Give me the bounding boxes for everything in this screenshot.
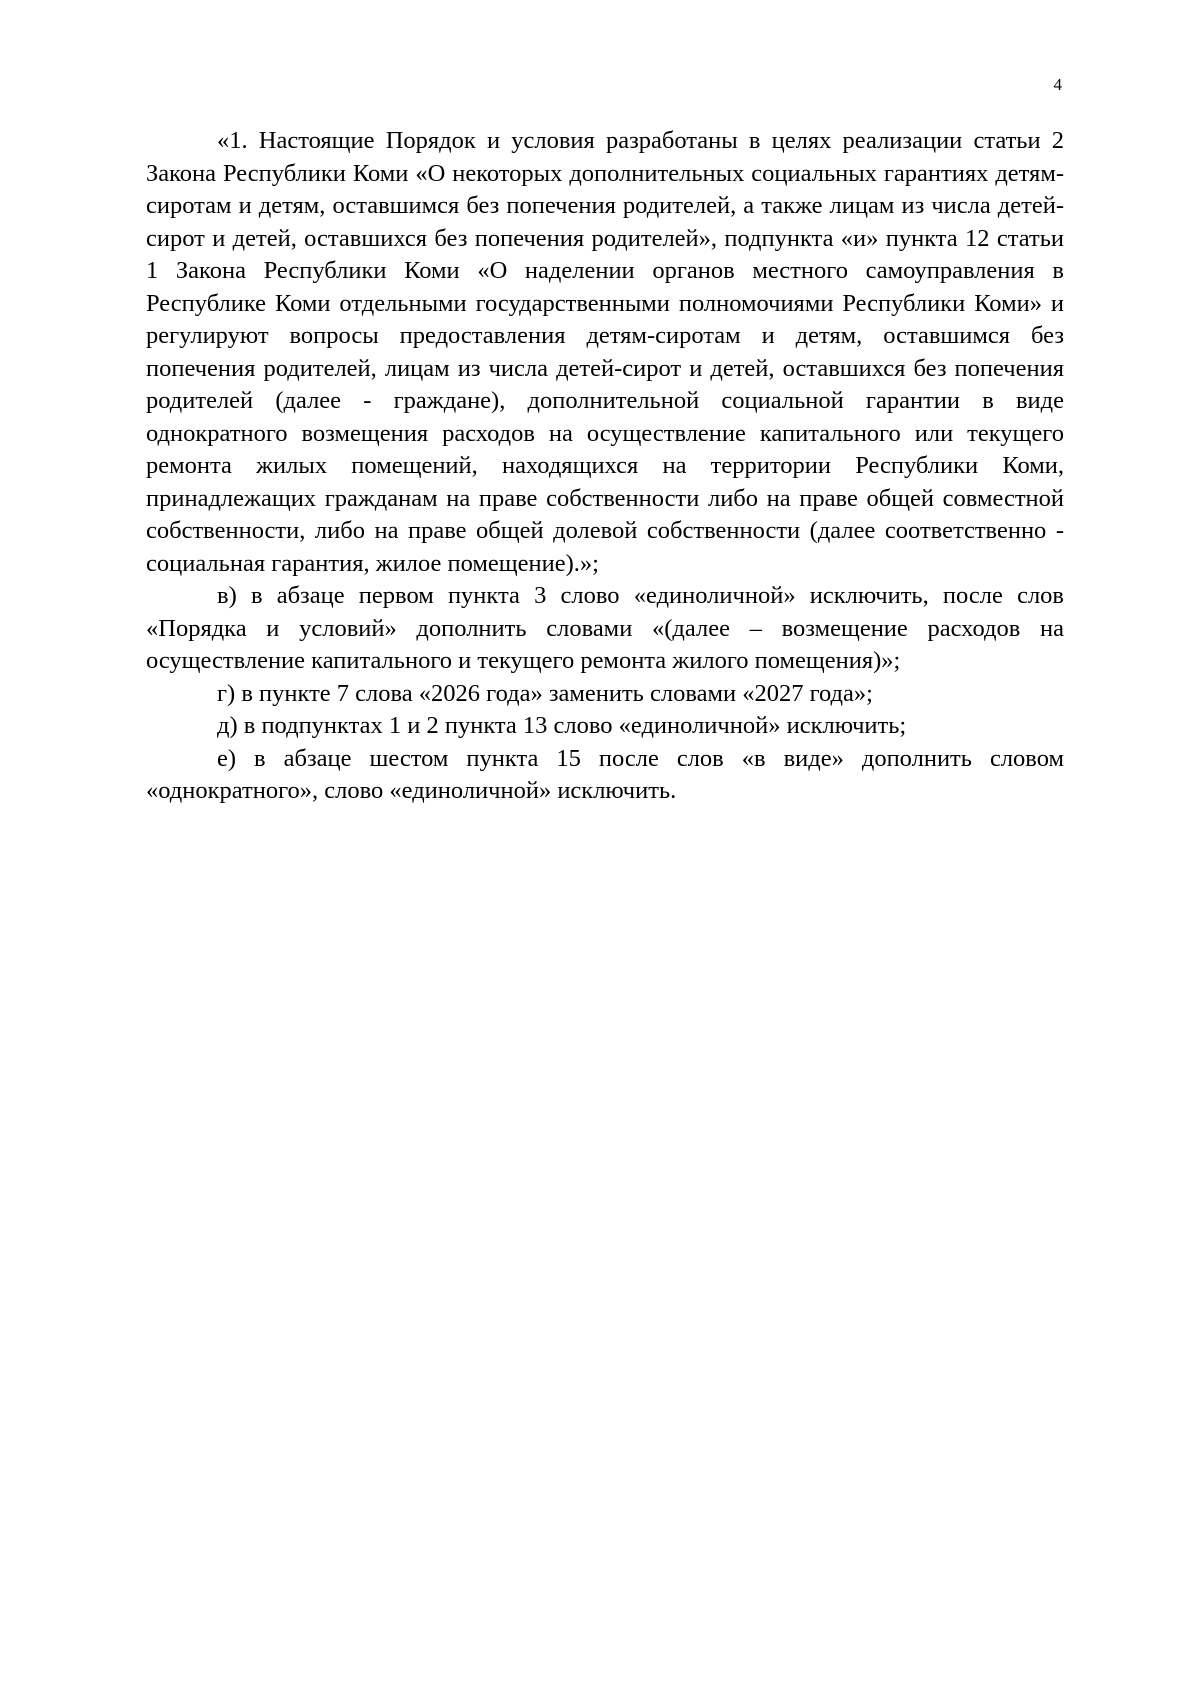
- document-body: [146, 125, 1064, 808]
- paragraph-item-d: д) в подпунктах 1 и 2 пункта 13 слово «единоличной» исключить;: [217, 712, 907, 739]
- paragraph-item-e: е) в абзаце шестом пункта 15 после слов «в виде» дополнить словом «однократного», слово «единоличной» исключить.: [146, 744, 1064, 804]
- page-number: 4: [1053, 75, 1062, 94]
- paragraph-item-v: в) в абзаце первом пункта 3 слово «единоличной» исключить, после слов «Порядка и условий» дополнить словами «(далее – возмещение расходов на осуществление капитального и текущего ремонта жилого помещения)»;: [146, 582, 1064, 674]
- paragraph-clause-1: «1. Настоящие Порядок и условия разработаны в целях реализации статьи 2 Закона Республики Коми «О некоторых дополнительных социальных гарантиях детям-сиротам и детям, оставшимся без попечения родителей, а также лицам из числа детей-сирот и детей, оставшихся без попечения родителей», подпункта «и» пункта 12 статьи 1 Закона Республики Коми «О наделении органов местного самоуправления в Республике Коми отдельными государственными полномочиями Республики Коми» и регулируют вопросы предоставления детям-сиротам и детям, оставшимся без попечения родителей, лицам из числа детей-сирот и детей, оставшихся без попечения родителей (далее - граждане), дополнительной социальной гарантии в виде однократного возмещения расходов на осуществление капитального или текущего ремонта жилых помещений, находящихся на территории Республики Коми, принадлежащих гражданам на праве собственности либо на праве общей совместной собственности, либо на праве общей долевой собственности (далее соответственно - социальная гарантия, жилое помещение).»;: [146, 127, 1064, 577]
- paragraph-item-g: г) в пункте 7 слова «2026 года» заменить словами «2027 года»;: [217, 679, 873, 707]
